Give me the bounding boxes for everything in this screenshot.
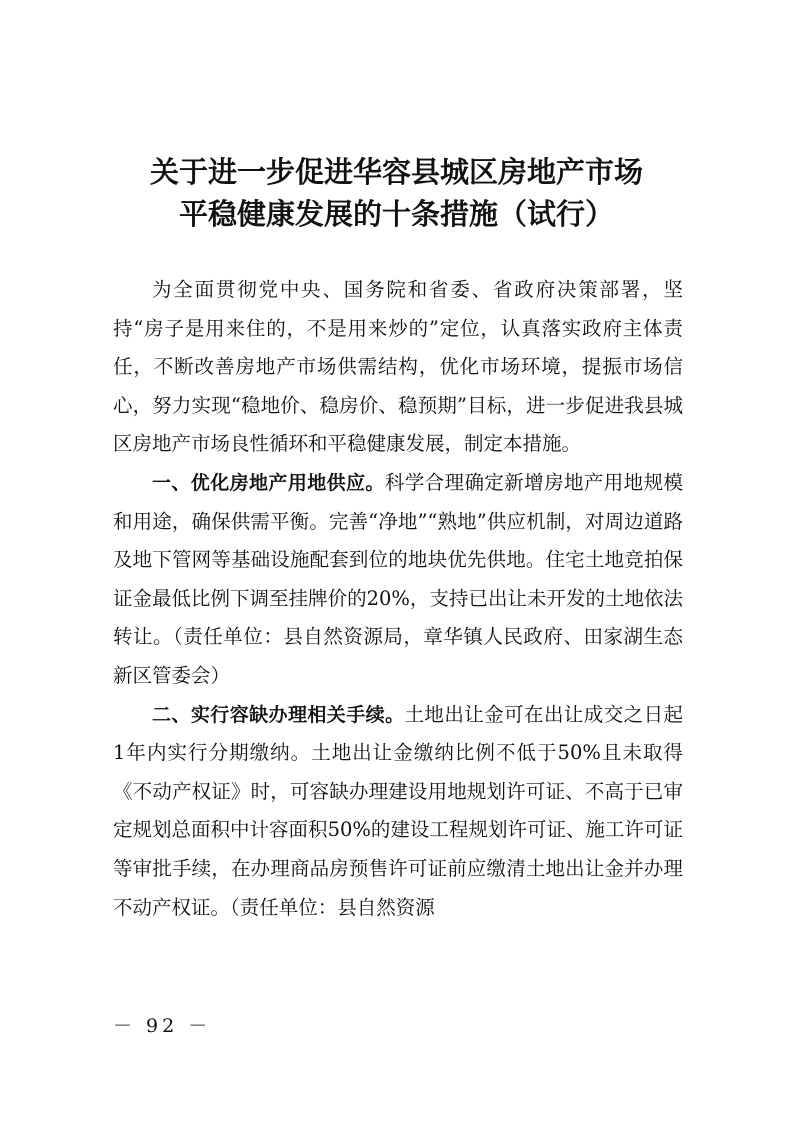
document-title-line-1: 关于进一步促进华容县城区房地产市场 <box>149 155 643 189</box>
document-title-line-2: 平稳健康发展的十条措施（试行） <box>178 197 614 231</box>
section-paragraph-1 <box>113 464 683 696</box>
page-number: － 92 － <box>113 1015 212 1037</box>
document-body <box>113 271 683 927</box>
section-paragraph-2 <box>113 696 683 928</box>
intro-paragraph: 为全面贯彻党中央、国务院和省委、省政府决策部署，坚持“房子是用来住的，不是用来炒的”定位，认真落实政府主体责任，不断改善房地产市场供需结构，优化市场环境，提振市场信心，努力实现“稳地价、稳房价、稳预期”目标，进一步促进我县城区房地产市场良性循环和平稳健康发展，制定本措施。 <box>113 278 683 456</box>
section-text-2: 土地出让金可在出让成交之日起1年内实行分期缴纳。土地出让金缴纳比例不低于50%且未取得《不动产权证》时，可容缺办理建设用地规划许可证、不高于已审定规划总面积中计容面积50%的建设工程规划许可证、施工许可证等审批手续，在办理商品房预售许可证前应缴清土地出让金并办理不动产权证。（责任单位：县自然资源 <box>113 702 683 919</box>
section-heading-1: 一、优化房地产用地供应。 <box>152 471 385 494</box>
section-heading-2: 二、实行容缺办理相关手续。 <box>152 703 405 726</box>
section-text-1: 科学合理确定新增房地产用地规模和用途，确保供需平衡。完善“净地”“熟地”供应机制，对周边道路及地下管网等基础设施配套到位的地块优先供地。住宅土地竞拍保证金最低比例下调至挂牌价的20%，支持已出让未开发的土地依法转让。（责任单位：县自然资源局，章华镇人民政府、田家湖生态新区管委会） <box>113 470 683 687</box>
